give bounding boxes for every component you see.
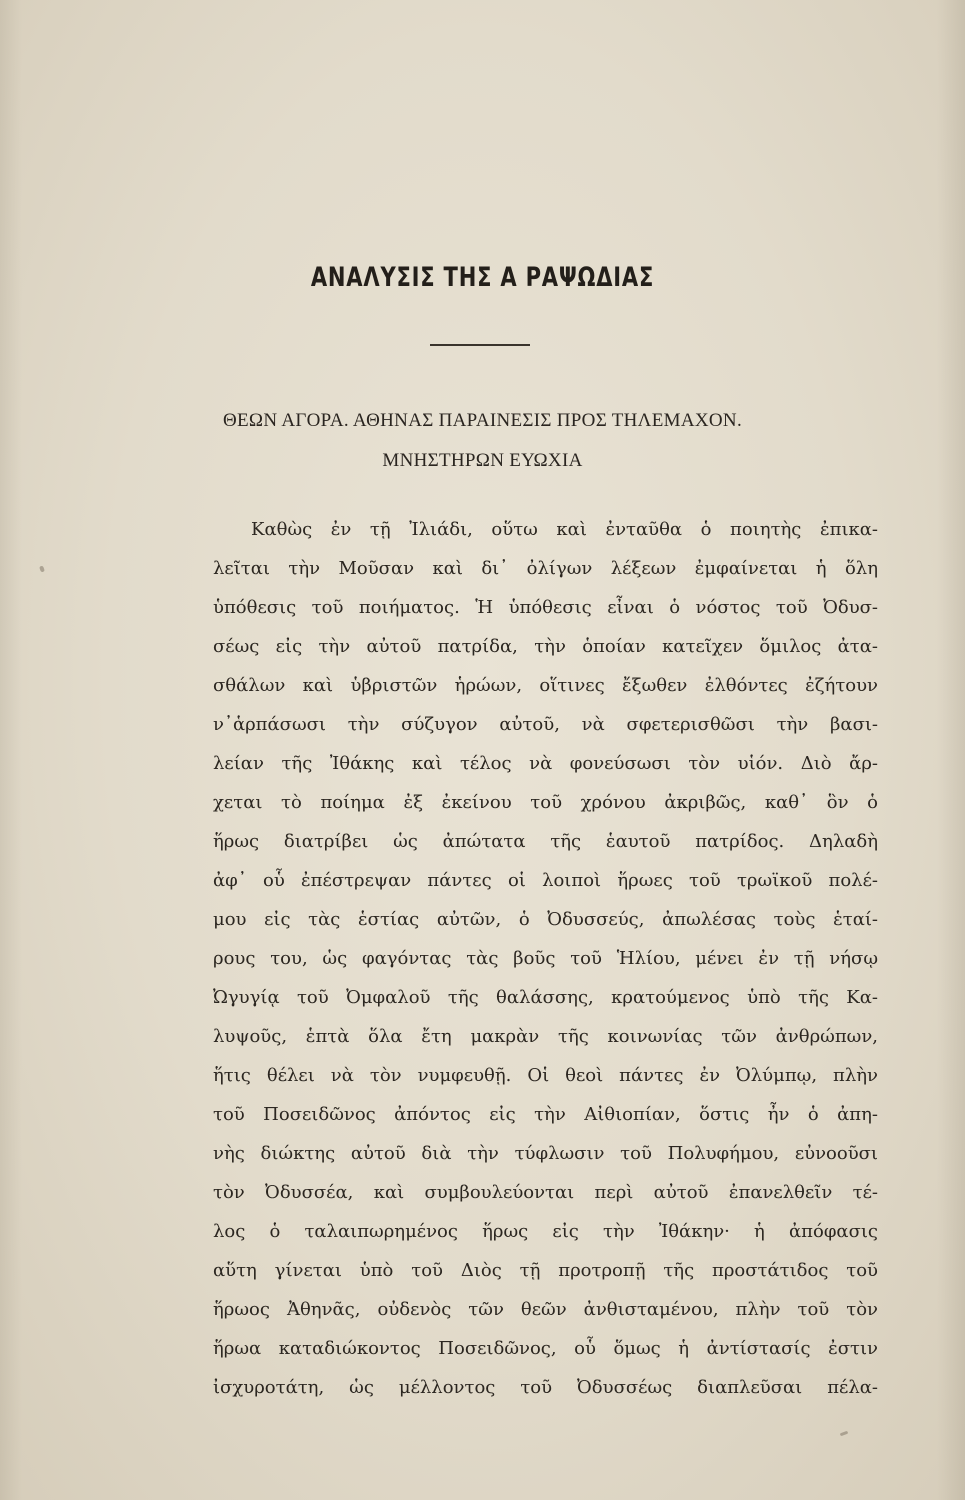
body-line: μου εἰς τὰς ἑστίας αὐτῶν, ὁ Ὀδυσσεύς, ἀπωλέσας τοὺς ἑταί- xyxy=(213,909,878,930)
body-line: ἥρωα καταδιώκοντος Ποσειδῶνος, οὗ ὅμως ἡ ἀντίστασίς ἐστιν xyxy=(213,1338,878,1359)
body-line: αὕτη γίνεται ὑπὸ τοῦ Διὸς τῇ προτροπῇ τῆς προστάτιδος τοῦ xyxy=(213,1260,878,1281)
heading-rule xyxy=(430,344,530,346)
body-line: νὴς διώκτης αὐτοῦ διὰ τὴν τύφλωσιν τοῦ Πολυφήμου, εὐνοοῦσι xyxy=(213,1143,878,1164)
body-line: ἥρωος Ἀθηνᾶς, οὐδενὸς τῶν θεῶν ἀνθισταμένου, πλὴν τοῦ τὸν xyxy=(213,1299,878,1320)
body-line: λυψοῦς, ἑπτὰ ὅλα ἔτη μακρὰν τῆς κοινωνίας τῶν ἀνθρώπων, xyxy=(213,1026,878,1047)
paper-speck xyxy=(840,1431,849,1437)
body-line: ὑπόθεσις τοῦ ποιήματος. Ἡ ὑπόθεσις εἶναι ὁ νόστος τοῦ Ὀδυσ- xyxy=(213,597,878,618)
summary-line-1: ΘΕΩΝ ΑΓΟΡΑ. ΑΘΗΝΑΣ ΠΑΡΑΙΝΕΣΙΣ ΠΡΟΣ ΤΗΛΕΜΑΧΟΝ. xyxy=(222,410,742,431)
body-line: λεῖται τὴν Μοῦσαν καὶ δι᾽ ὀλίγων λέξεων ἐμφαίνεται ἡ ὅλη xyxy=(213,558,878,579)
body-line: τὸν Ὀδυσσέα, καὶ συμβουλεύονται περὶ αὐτοῦ ἐπανελθεῖν τέ- xyxy=(213,1182,878,1203)
body-line: ν᾽ἁρπάσωσι τὴν σύζυγον αὐτοῦ, νὰ σφετερισθῶσι τὴν βασι- xyxy=(213,714,878,735)
body-line: σθάλων καὶ ὑβριστῶν ἡρώων, οἵτινες ἔξωθεν ἐλθόντες ἐζήτουν xyxy=(213,675,878,696)
page-gutter-shadow xyxy=(0,0,22,1500)
body-line: Καθὼς ἐν τῇ Ἰλιάδι, οὕτω καὶ ἐνταῦθα ὁ ποιητὴς ἐπικα- xyxy=(251,519,878,540)
body-line: λείαν τῆς Ἰθάκης καὶ τέλος νὰ φονεύσωσι τὸν υἱόν. Διὸ ἄρ- xyxy=(213,753,878,774)
paper-speck xyxy=(39,565,45,572)
body-line: ἥρως διατρίβει ὡς ἀπώτατα τῆς ἑαυτοῦ πατρίδος. Δηλαδὴ xyxy=(213,831,878,852)
page-edge-shadow xyxy=(937,0,965,1500)
body-line: ἥτις θέλει νὰ τὸν νυμφευθῇ. Οἱ θεοὶ πάντες ἐν Ὀλύμπῳ, πλὴν xyxy=(213,1065,878,1086)
body-line: σέως εἰς τὴν αὐτοῦ πατρίδα, τὴν ὁποίαν κατεῖχεν ὅμιλος ἀτα- xyxy=(213,636,878,657)
body-line: τοῦ Ποσειδῶνος ἀπόντος εἰς τὴν Αἰθιοπίαν, ὅστις ἦν ὁ ἀπη- xyxy=(213,1104,878,1125)
summary-line-2: ΜΝΗΣΤΗΡΩΝ ΕΥΩΧΙΑ xyxy=(382,450,583,471)
body-line: χεται τὸ ποίημα ἐξ ἐκείνου τοῦ χρόνου ἀκριβῶς, καθ᾽ ὃν ὁ xyxy=(213,792,878,813)
body-line: λος ὁ ταλαιπωρημένος ἥρως εἰς τὴν Ἰθάκην· ἡ ἀπόφασις xyxy=(213,1221,878,1242)
chapter-heading: ΑΝΑΛΥΣΙΣ ΤΗΣ Α ΡΑΨΩΔΙΑΣ xyxy=(310,262,655,293)
body-line: Ὠγυγίᾳ τοῦ Ὀμφαλοῦ τῆς θαλάσσης, κρατούμενος ὑπὸ τῆς Κα- xyxy=(213,987,878,1008)
body-line: ἀφ᾽ οὗ ἐπέστρεψαν πάντες οἱ λοιποὶ ἥρωες τοῦ τρωϊκοῦ πολέ- xyxy=(213,870,878,891)
body-line: ρους του, ὡς φαγόντας τὰς βοῦς τοῦ Ἡλίου, μένει ἐν τῇ νήσῳ xyxy=(213,948,878,969)
body-paragraph xyxy=(213,510,878,1407)
body-line: ἰσχυροτάτη, ὡς μέλλοντος τοῦ Ὀδυσσέως διαπλεῦσαι πέλα- xyxy=(213,1377,878,1398)
